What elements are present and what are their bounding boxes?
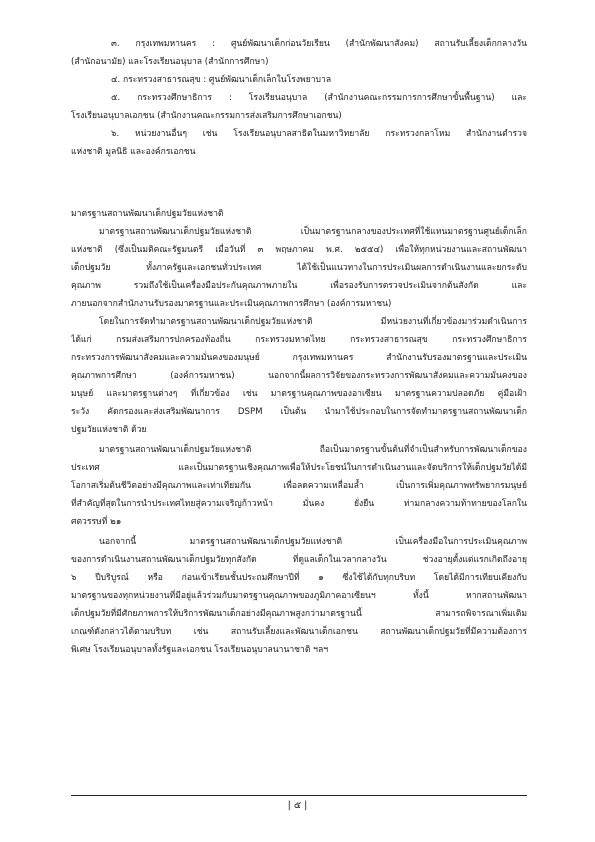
page-number: | ๕ | [287, 800, 308, 811]
paragraph-line: คุณภาพ รวมถึงใช้เป็นเครื่องมือประกันคุณภาพภายใน เพื่อรองรับการตรวจประเมินจากต้นสังกัด และ [71, 281, 527, 291]
section-heading: มาตรฐานสถานพัฒนาเด็กปฐมวัยแห่งชาติ [71, 209, 224, 219]
list-item-6-line-2: แห่งชาติ มูลนิธิ และองค์กรเอกชน [71, 147, 196, 157]
paragraph-line: ประเทศ และเป็นมาตรฐานเชิงคุณภาพเพื่อให้ประโยชน์ในการดำเนินงานและจัดบริการให้เด็กปฐมวัยได้มี [71, 463, 527, 473]
paragraph-line: ของการดำเนินงานสถานพัฒนาเด็กปฐมวัยทุกสังกัด ที่ดูแลเด็กในเวลากลางวัน ช่วงอายุตั้งแต่แรกเกิดถึงอายุ [71, 555, 527, 565]
paragraph-line: ศตวรรษที่ ๒๑ [71, 517, 122, 527]
paragraph-line: มาตรฐานสถานพัฒนาเด็กปฐมวัยแห่งชาติ เป็นมาตรฐานกลางของประเทศที่ใช้แทนมาตรฐานศูนย์เด็กเล็ก [99, 227, 527, 237]
paragraph-line: ได้แก่ กรมส่งเสริมการปกครองท้องถิ่น กระทรวงมหาดไทย กระทรวงสาธารณสุข กระทรวงศึกษาธิการ [71, 335, 527, 345]
paragraph-line: ๖ ปีบริบูรณ์ หรือ ก่อนเข้าเรียนชั้นประถมศึกษาปีที่ ๑ ซึ่งใช้ได้กับทุกบริบท โดยได้มีการเทียบเคียงกับ [71, 573, 527, 583]
paragraph-line: มาตรฐานของทุกหน่วยงานที่มีอยู่แล้วร่วมกับมาตรฐานคุณภาพของภูมิภาคอาเซียนฯ ทั้งนี้ หากสถานพัฒนา [71, 591, 527, 601]
paragraph-line: เด็กปฐมวัย ทั้งภาครัฐและเอกชนทั่วประเทศ ได้ใช้เป็นแนวทางในการประเมินผลการดำเนินงานและยกระดับ [71, 263, 527, 273]
section-heading-block [71, 205, 527, 223]
paragraph-line: แห่งชาติ (ซึ่งเป็นมติคณะรัฐมนตรี เมื่อวันที่ ๓ พฤษภาคม พ.ศ. ๒๕๕๔) เพื่อให้ทุกหน่วยงานและสถานพัฒนา [71, 245, 527, 255]
agency-list [71, 35, 527, 161]
list-item-5-line-2: โรงเรียนอนุบาลเอกชน (สำนักงานคณะกรรมการส่งเสริมการศึกษาเอกชน) [71, 111, 342, 121]
paragraph-line: โอกาสเริ่มต้นชีวิตอย่างมีคุณภาพและเท่าเทียมกัน เพื่อลดความเหลื่อมล้ำ เป็นการเพิ่มคุณภาพทรัพยากรมนุษย์ [71, 481, 527, 491]
paragraph-line: เด็กปฐมวัยที่มีศักยภาพการให้บริการพัฒนาเด็กอย่างมีคุณภาพสูงกว่ามาตรฐานนี้ สามารถพิจารณาเพิ่มเติม [71, 609, 527, 619]
list-item-4-line-1: ๔. กระทรวงสาธารณสุข : ศูนย์พัฒนาเด็กเล็กในโรงพยาบาล [111, 75, 332, 85]
paragraph-line: ที่สำคัญที่สุดในการนำประเทศไทยสู่ความเจริญก้าวหน้า มั่นคง ยั่งยืน ท่ามกลางความท้าทายของโลกใน [71, 499, 527, 509]
list-item-3-line-2: (สำนักอนามัย) และโรงเรียนอนุบาล (สำนักการศึกษา) [71, 57, 269, 67]
paragraph-line: ระวัง คัดกรองและส่งเสริมพัฒนาการ DSPM เป็นต้น นำมาใช้ประกอบในการจัดทำมาตรฐานสถานพัฒนาเด็ก [71, 407, 527, 417]
paragraph-contributors [71, 313, 527, 439]
paragraph-line: มาตรฐานสถานพัฒนาเด็กปฐมวัยแห่งชาติ ถือเป็นมาตรฐานขั้นต้นที่จำเป็นสำหรับการพัฒนาเด็กของ [99, 445, 527, 455]
paragraph-basic-standard [71, 441, 527, 531]
paragraph-line: คุณภาพการศึกษา (องค์การมหาชน) นอกจากนี้ผลการวิจัยของกระทรวงการพัฒนาสังคมและความมั่นคงของ [71, 371, 527, 381]
list-item-6-line-1: ๖. หน่วยงานอื่นๆ เช่น โรงเรียนอนุบาลสาธิตในมหาวิทยาลัย กระทรวงกลาโหม สำนักงานตำรวจ [111, 129, 527, 139]
paragraph-line: พิเศษ โรงเรียนอนุบาลทั้งรัฐและเอกชน โรงเรียนอนุบาลนานาชาติ ฯลฯ [71, 645, 329, 655]
paragraph-line: ภายนอกจากสำนักงานรับรองมาตรฐานและประเมินคุณภาพการศึกษา (องค์การมหาชน) [71, 299, 392, 309]
list-item-5-line-1: ๕. กระทรวงศึกษาธิการ : โรงเรียนอนุบาล (สำนักงานคณะกรรมการการศึกษาขั้นพื้นฐาน) และ [111, 93, 527, 103]
paragraph-line: โดยในการจัดทำมาตรฐานสถานพัฒนาเด็กปฐมวัยแห่งชาติ มีหน่วยงานที่เกี่ยวข้องมาร่วมดำเนินการ [99, 317, 527, 327]
footer-divider [71, 795, 527, 796]
list-item-3-line-1: ๓. กรุงเทพมหานคร : ศูนย์พัฒนาเด็กก่อนวัยเรียน (สำนักพัฒนาสังคม) สถานรับเลี้ยงเด็กกลางวัน [111, 39, 527, 49]
paragraph-line: นอกจากนี้ มาตรฐานสถานพัฒนาเด็กปฐมวัยแห่งชาติ เป็นเครื่องมือในการประเมินคุณภาพ [99, 537, 527, 547]
paragraph-standard-description [71, 223, 527, 313]
paragraph-evaluation-tool [71, 533, 527, 659]
paragraph-line: กระทรวงการพัฒนาสังคมและความมั่นคงของมนุษย์ กรุงเทพมหานคร สำนักงานรับรองมาตรฐานและประเมิน [71, 353, 527, 363]
paragraph-line: ปฐมวัยแห่งชาติ ด้วย [71, 425, 147, 435]
paragraph-line: เกณฑ์ดังกล่าวได้ตามบริบท เช่น สถานรับเลี้ยงและพัฒนาเด็กเอกชน สถานพัฒนาเด็กปฐมวัยที่มีความต้องการ [71, 627, 527, 637]
paragraph-line: มนุษย์ และมาตรฐานต่างๆ ที่เกี่ยวข้อง เช่น มาตรฐานคุณภาพของอาเซียน มาตรฐานความปลอดภัย คู่มือเฝ้า [71, 389, 527, 399]
